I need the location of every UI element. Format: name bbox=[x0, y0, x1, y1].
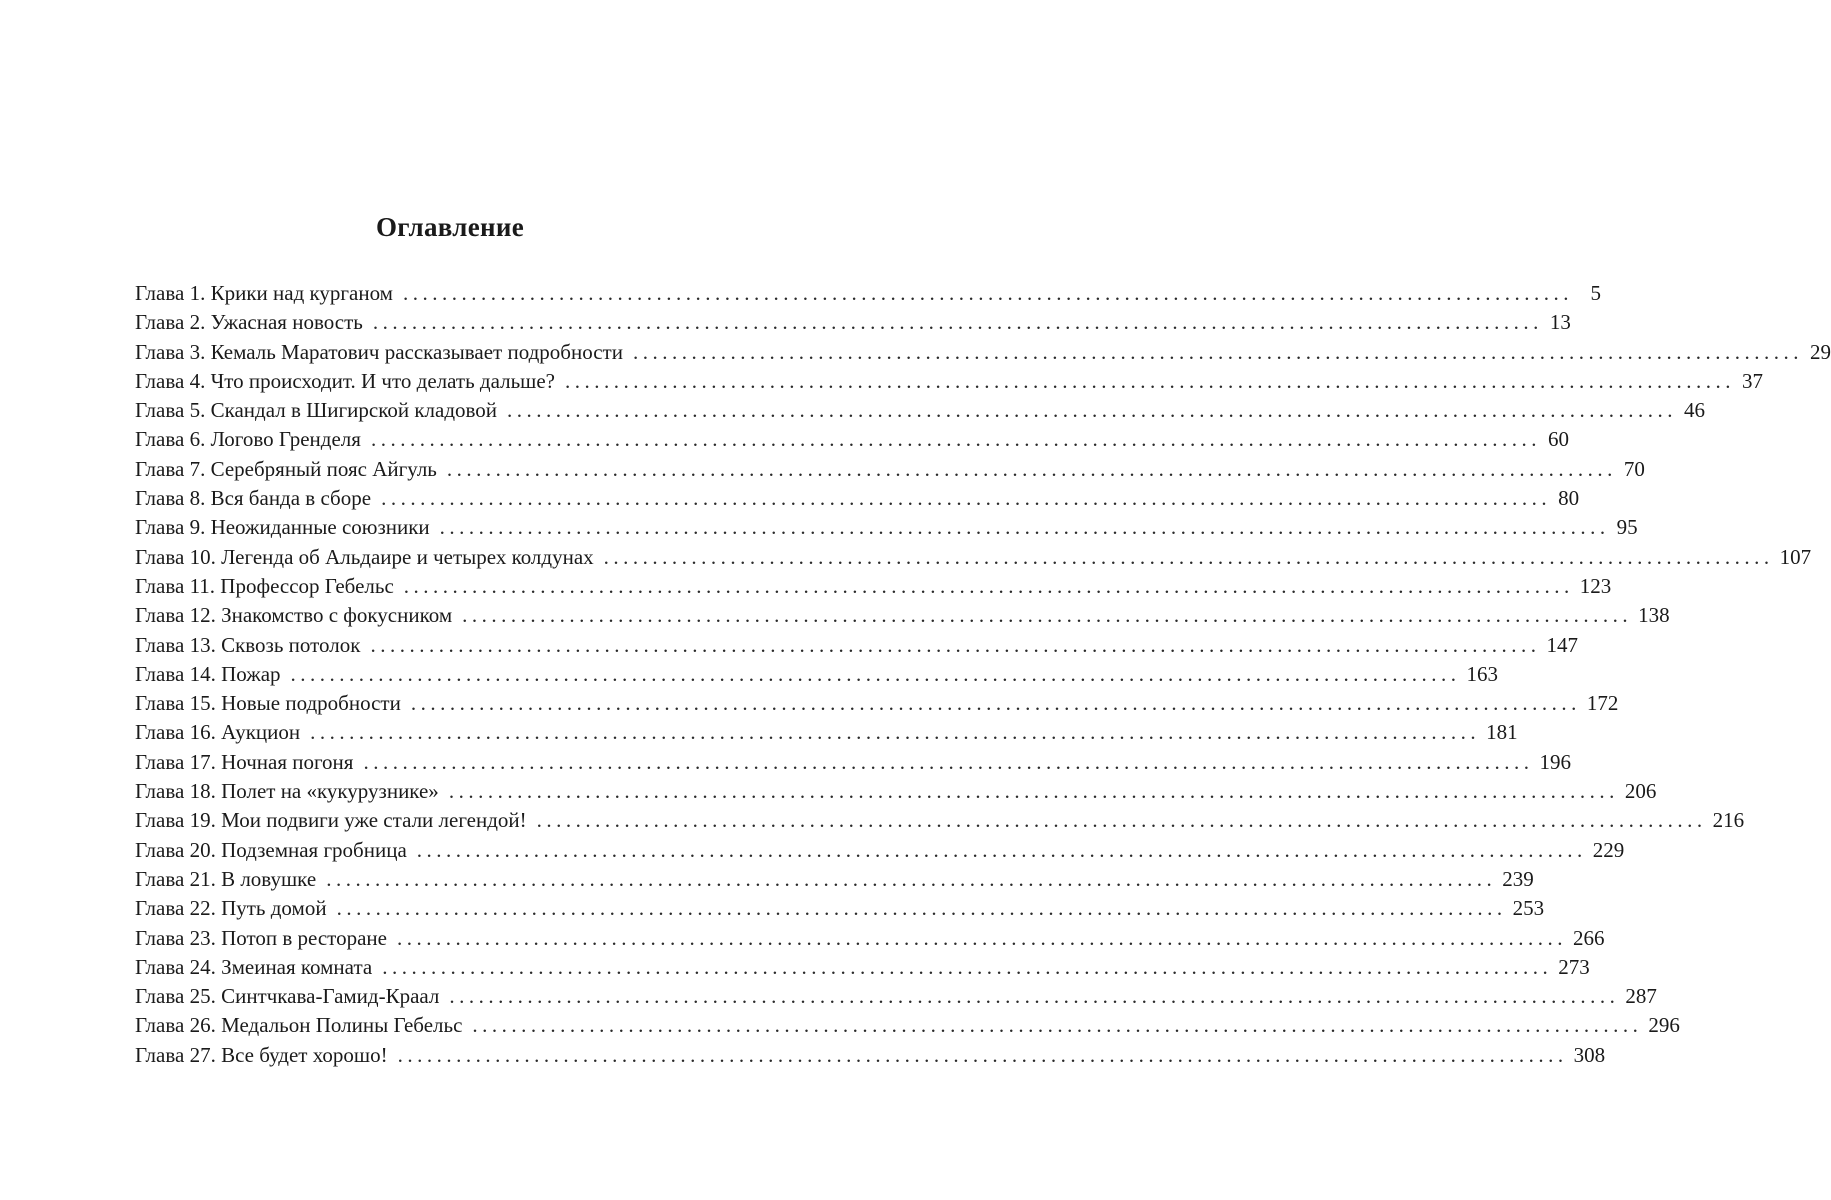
dot-leader: ........................................................................................................................ bbox=[472, 1013, 1643, 1038]
toc-entry-page: 206 bbox=[1624, 779, 1657, 804]
toc-entry-label: Глава 18. Полет на «кукурузнике» bbox=[135, 779, 439, 804]
toc-entry bbox=[135, 1041, 1606, 1070]
dot-leader: ........................................................................................................................ bbox=[462, 603, 1633, 628]
toc-entry-page: 239 bbox=[1502, 866, 1534, 891]
toc-entry bbox=[135, 513, 1638, 542]
toc-entry-label: Глава 9. Неожиданные союзники bbox=[135, 515, 430, 540]
dot-leader: ........................................................................................................................ bbox=[403, 573, 1574, 598]
dot-leader: ........................................................................................................................ bbox=[536, 808, 1707, 833]
toc-entry bbox=[135, 425, 1569, 454]
toc-entry bbox=[135, 367, 1763, 396]
toc-entry-label: Глава 12. Знакомство с фокусником bbox=[135, 603, 453, 628]
toc-entry-label: Глава 13. Сквозь потолок bbox=[135, 632, 361, 657]
toc-entry bbox=[135, 777, 1657, 806]
toc-entry-page: 181 bbox=[1486, 720, 1518, 745]
toc-entry-label: Глава 2. Ужасная новость bbox=[135, 310, 363, 335]
toc-entry-page: 266 bbox=[1572, 925, 1605, 950]
toc-entry-page: 46 bbox=[1684, 398, 1706, 423]
toc-entry-page: 5 bbox=[1590, 281, 1601, 305]
toc-entry-label: Глава 1. Крики над курганом bbox=[135, 281, 393, 305]
toc-entry-page: 229 bbox=[1592, 837, 1625, 862]
toc-entry-page: 70 bbox=[1623, 456, 1645, 481]
dot-leader: ........................................................................................................................ bbox=[370, 427, 1541, 452]
toc-entry-label: Глава 4. Что происходит. И что делать дальше? bbox=[135, 368, 555, 393]
toc-entry bbox=[135, 455, 1645, 484]
dot-leader: ........................................................................................................................ bbox=[372, 310, 1543, 335]
toc-entry bbox=[135, 836, 1625, 865]
toc-entry bbox=[135, 894, 1545, 923]
toc-entry bbox=[135, 543, 1812, 572]
dot-leader: ........................................................................................................................ bbox=[402, 281, 1573, 305]
toc-entry-page: 196 bbox=[1539, 749, 1571, 774]
toc-entry-label: Глава 23. Потоп в ресторане bbox=[135, 925, 387, 950]
toc-entry bbox=[135, 660, 1499, 689]
toc-entry bbox=[135, 748, 1571, 777]
toc-entry-label: Глава 3. Кемаль Маратович рассказывает подробности bbox=[135, 339, 623, 364]
toc-entry-label: Глава 27. Все будет хорошо! bbox=[135, 1042, 388, 1067]
toc-entry-page: 296 bbox=[1648, 1013, 1680, 1038]
toc-entry-label: Глава 25. Синтчкава-Гамид-Краал bbox=[135, 984, 440, 1009]
dot-leader: ........................................................................................................................ bbox=[363, 749, 1534, 774]
dot-leader: ........................................................................................................................ bbox=[416, 837, 1587, 862]
dot-leader: ........................................................................................................................ bbox=[396, 925, 1567, 950]
toc-entry-page: 95 bbox=[1616, 515, 1638, 540]
toc-entry-label: Глава 19. Мои подвиги уже стали легендой! bbox=[135, 808, 527, 833]
dot-leader: ........................................................................................................................ bbox=[449, 984, 1620, 1009]
toc-entry-page: 287 bbox=[1625, 984, 1657, 1009]
toc-entry-label: Глава 17. Ночная погоня bbox=[135, 749, 354, 774]
toc-entry-label: Глава 16. Аукцион bbox=[135, 720, 301, 745]
toc-entry-page: 13 bbox=[1549, 310, 1571, 335]
dot-leader: ........................................................................................................................ bbox=[397, 1042, 1568, 1067]
toc-entry-page: 147 bbox=[1546, 632, 1578, 657]
toc-entry-page: 253 bbox=[1512, 896, 1545, 921]
toc-entry bbox=[135, 484, 1580, 513]
table-of-contents bbox=[135, 279, 1831, 1070]
toc-entry-label: Глава 20. Подземная гробница bbox=[135, 837, 407, 862]
toc-entry-page: 29 bbox=[1809, 339, 1831, 364]
toc-entry-page: 308 bbox=[1573, 1042, 1606, 1067]
toc-entry bbox=[135, 689, 1619, 718]
toc-entry-label: Глава 6. Логово Гренделя bbox=[135, 427, 361, 452]
page-title: Оглавление bbox=[376, 212, 524, 242]
toc-entry bbox=[135, 338, 1831, 367]
toc-entry bbox=[135, 806, 1745, 835]
toc-entry-page: 123 bbox=[1579, 573, 1612, 598]
dot-leader: ........................................................................................................................ bbox=[507, 398, 1678, 423]
toc-entry-label: Глава 11. Профессор Гебельс bbox=[135, 573, 394, 598]
toc-entry bbox=[135, 308, 1571, 337]
toc-entry-label: Глава 15. Новые подробности bbox=[135, 691, 401, 716]
toc-entry-label: Глава 21. В ловушке bbox=[135, 866, 317, 891]
toc-entry bbox=[135, 718, 1518, 747]
dot-leader: ........................................................................................................................ bbox=[439, 515, 1610, 540]
toc-entry-label: Глава 8. Вся банда в сборе bbox=[135, 486, 372, 511]
toc-entry bbox=[135, 953, 1590, 982]
toc-entry-page: 216 bbox=[1712, 808, 1745, 833]
toc-entry bbox=[135, 631, 1578, 660]
toc-entry bbox=[135, 924, 1605, 953]
dot-leader: ........................................................................................................................ bbox=[632, 339, 1803, 364]
toc-entry bbox=[135, 279, 1601, 308]
toc-entry-page: 60 bbox=[1547, 427, 1569, 452]
toc-entry-label: Глава 24. Змеиная комната bbox=[135, 954, 373, 979]
dot-leader: ........................................................................................................................ bbox=[326, 866, 1497, 891]
dot-leader: ........................................................................................................................ bbox=[448, 779, 1619, 804]
dot-leader: ........................................................................................................................ bbox=[290, 661, 1461, 686]
toc-entry-label: Глава 14. Пожар bbox=[135, 661, 281, 686]
toc-entry bbox=[135, 601, 1670, 630]
toc-entry bbox=[135, 865, 1534, 894]
toc-entry-label: Глава 7. Серебряный пояс Айгуль bbox=[135, 456, 437, 481]
toc-entry-page: 172 bbox=[1586, 691, 1619, 716]
toc-entry-label: Глава 22. Путь домой bbox=[135, 896, 327, 921]
dot-leader: ........................................................................................................................ bbox=[381, 486, 1552, 511]
dot-leader: ........................................................................................................................ bbox=[410, 691, 1581, 716]
toc-entry-page: 138 bbox=[1638, 603, 1670, 628]
toc-entry-page: 37 bbox=[1741, 368, 1763, 393]
toc-entry-label: Глава 5. Скандал в Шигирской кладовой bbox=[135, 398, 498, 423]
toc-entry-page: 163 bbox=[1466, 661, 1499, 686]
toc-entry-page: 80 bbox=[1558, 486, 1580, 511]
toc-entry bbox=[135, 1011, 1680, 1040]
toc-entry-label: Глава 10. Легенда об Альдаире и четырех колдунах bbox=[135, 544, 594, 569]
dot-leader: ........................................................................................................................ bbox=[446, 456, 1617, 481]
dot-leader: ........................................................................................................................ bbox=[382, 954, 1553, 979]
toc-entry bbox=[135, 982, 1657, 1011]
dot-leader: ........................................................................................................................ bbox=[336, 896, 1507, 921]
dot-leader: ........................................................................................................................ bbox=[370, 632, 1541, 657]
toc-entry bbox=[135, 572, 1612, 601]
dot-leader: ........................................................................................................................ bbox=[310, 720, 1481, 745]
dot-leader: ........................................................................................................................ bbox=[564, 368, 1735, 393]
toc-entry-label: Глава 26. Медальон Полины Гебельс bbox=[135, 1013, 463, 1038]
toc-entry bbox=[135, 396, 1706, 425]
toc-entry-page: 107 bbox=[1779, 544, 1812, 569]
toc-entry-page: 273 bbox=[1558, 954, 1590, 979]
dot-leader: ........................................................................................................................ bbox=[603, 544, 1774, 569]
